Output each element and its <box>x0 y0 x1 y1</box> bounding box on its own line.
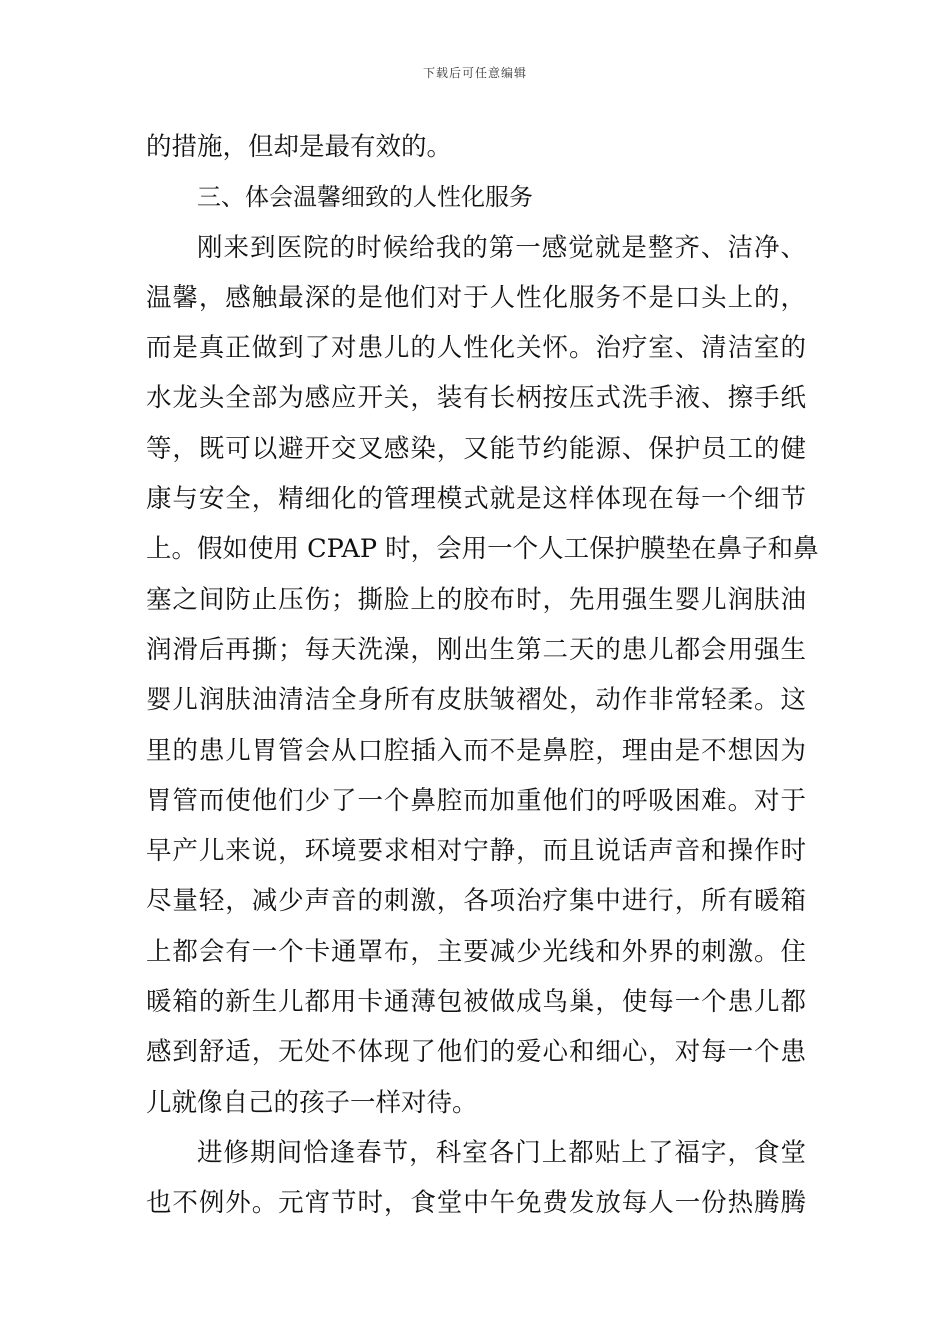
text-line: 进修期间恰逢春节，科室各门上都贴上了福字，食堂 <box>197 1137 806 1168</box>
text-line: 水龙头全部为感应开关，装有长柄按压式洗手液、擦手纸 <box>146 383 806 414</box>
text-line: 刚来到医院的时候给我的第一感觉就是整齐、洁净、 <box>197 232 806 263</box>
text-line: 感到舒适，无处不体现了他们的爱心和细心，对每一个患 <box>146 1037 806 1068</box>
text-line: 暖箱的新生儿都用卡通薄包被做成鸟巢，使每一个患儿都 <box>146 987 806 1018</box>
text-line: 等，既可以避开交叉感染，又能节约能源、保护员工的健 <box>146 433 806 464</box>
text-line: 胃管而使他们少了一个鼻腔而加重他们的呼吸困难。对于 <box>146 785 806 816</box>
text-line: 儿就像自己的孩子一样对待。 <box>146 1087 478 1118</box>
section-heading: 三、体会温馨细致的人性化服务 <box>197 183 533 212</box>
text-line: 温馨，感触最深的是他们对于人性化服务不是口头上的， <box>146 282 806 313</box>
text-line: 上。假如使用 CPAP 时，会用一个人工保护膜垫在鼻子和鼻 <box>146 534 819 565</box>
text-line: 而是真正做到了对患儿的人性化关怀。治疗室、清洁室的 <box>146 333 806 364</box>
header-note: 下载后可任意编辑 <box>422 66 527 80</box>
text-line: 塞之间防止压伤；撕脸上的胶布时，先用强生婴儿润肤油 <box>146 584 806 615</box>
text-line: 尽量轻，减少声音的刺激，各项治疗集中进行，所有暖箱 <box>146 886 806 917</box>
body-text <box>146 122 819 1229</box>
text-line: 早产儿来说，环境要求相对宁静，而且说话声音和操作时 <box>146 836 806 867</box>
text-line: 润滑后再撕；每天洗澡，刚出生第二天的患儿都会用强生 <box>146 634 806 665</box>
text-line: 康与安全，精细化的管理模式就是这样体现在每一个细节 <box>146 484 806 515</box>
text-line: 也不例外。元宵节时，食堂中午免费发放每人一份热腾腾 <box>146 1188 806 1219</box>
text-line: 上都会有一个卡通罩布，主要减少光线和外界的刺激。住 <box>146 936 806 967</box>
text-line: 婴儿润肤油清洁全身所有皮肤皱褶处，动作非常轻柔。这 <box>146 685 806 716</box>
text-line: 的措施，但却是最有效的。 <box>146 132 453 162</box>
text-line: 里的患儿胃管会从口腔插入而不是鼻腔，理由是不想因为 <box>146 735 806 766</box>
